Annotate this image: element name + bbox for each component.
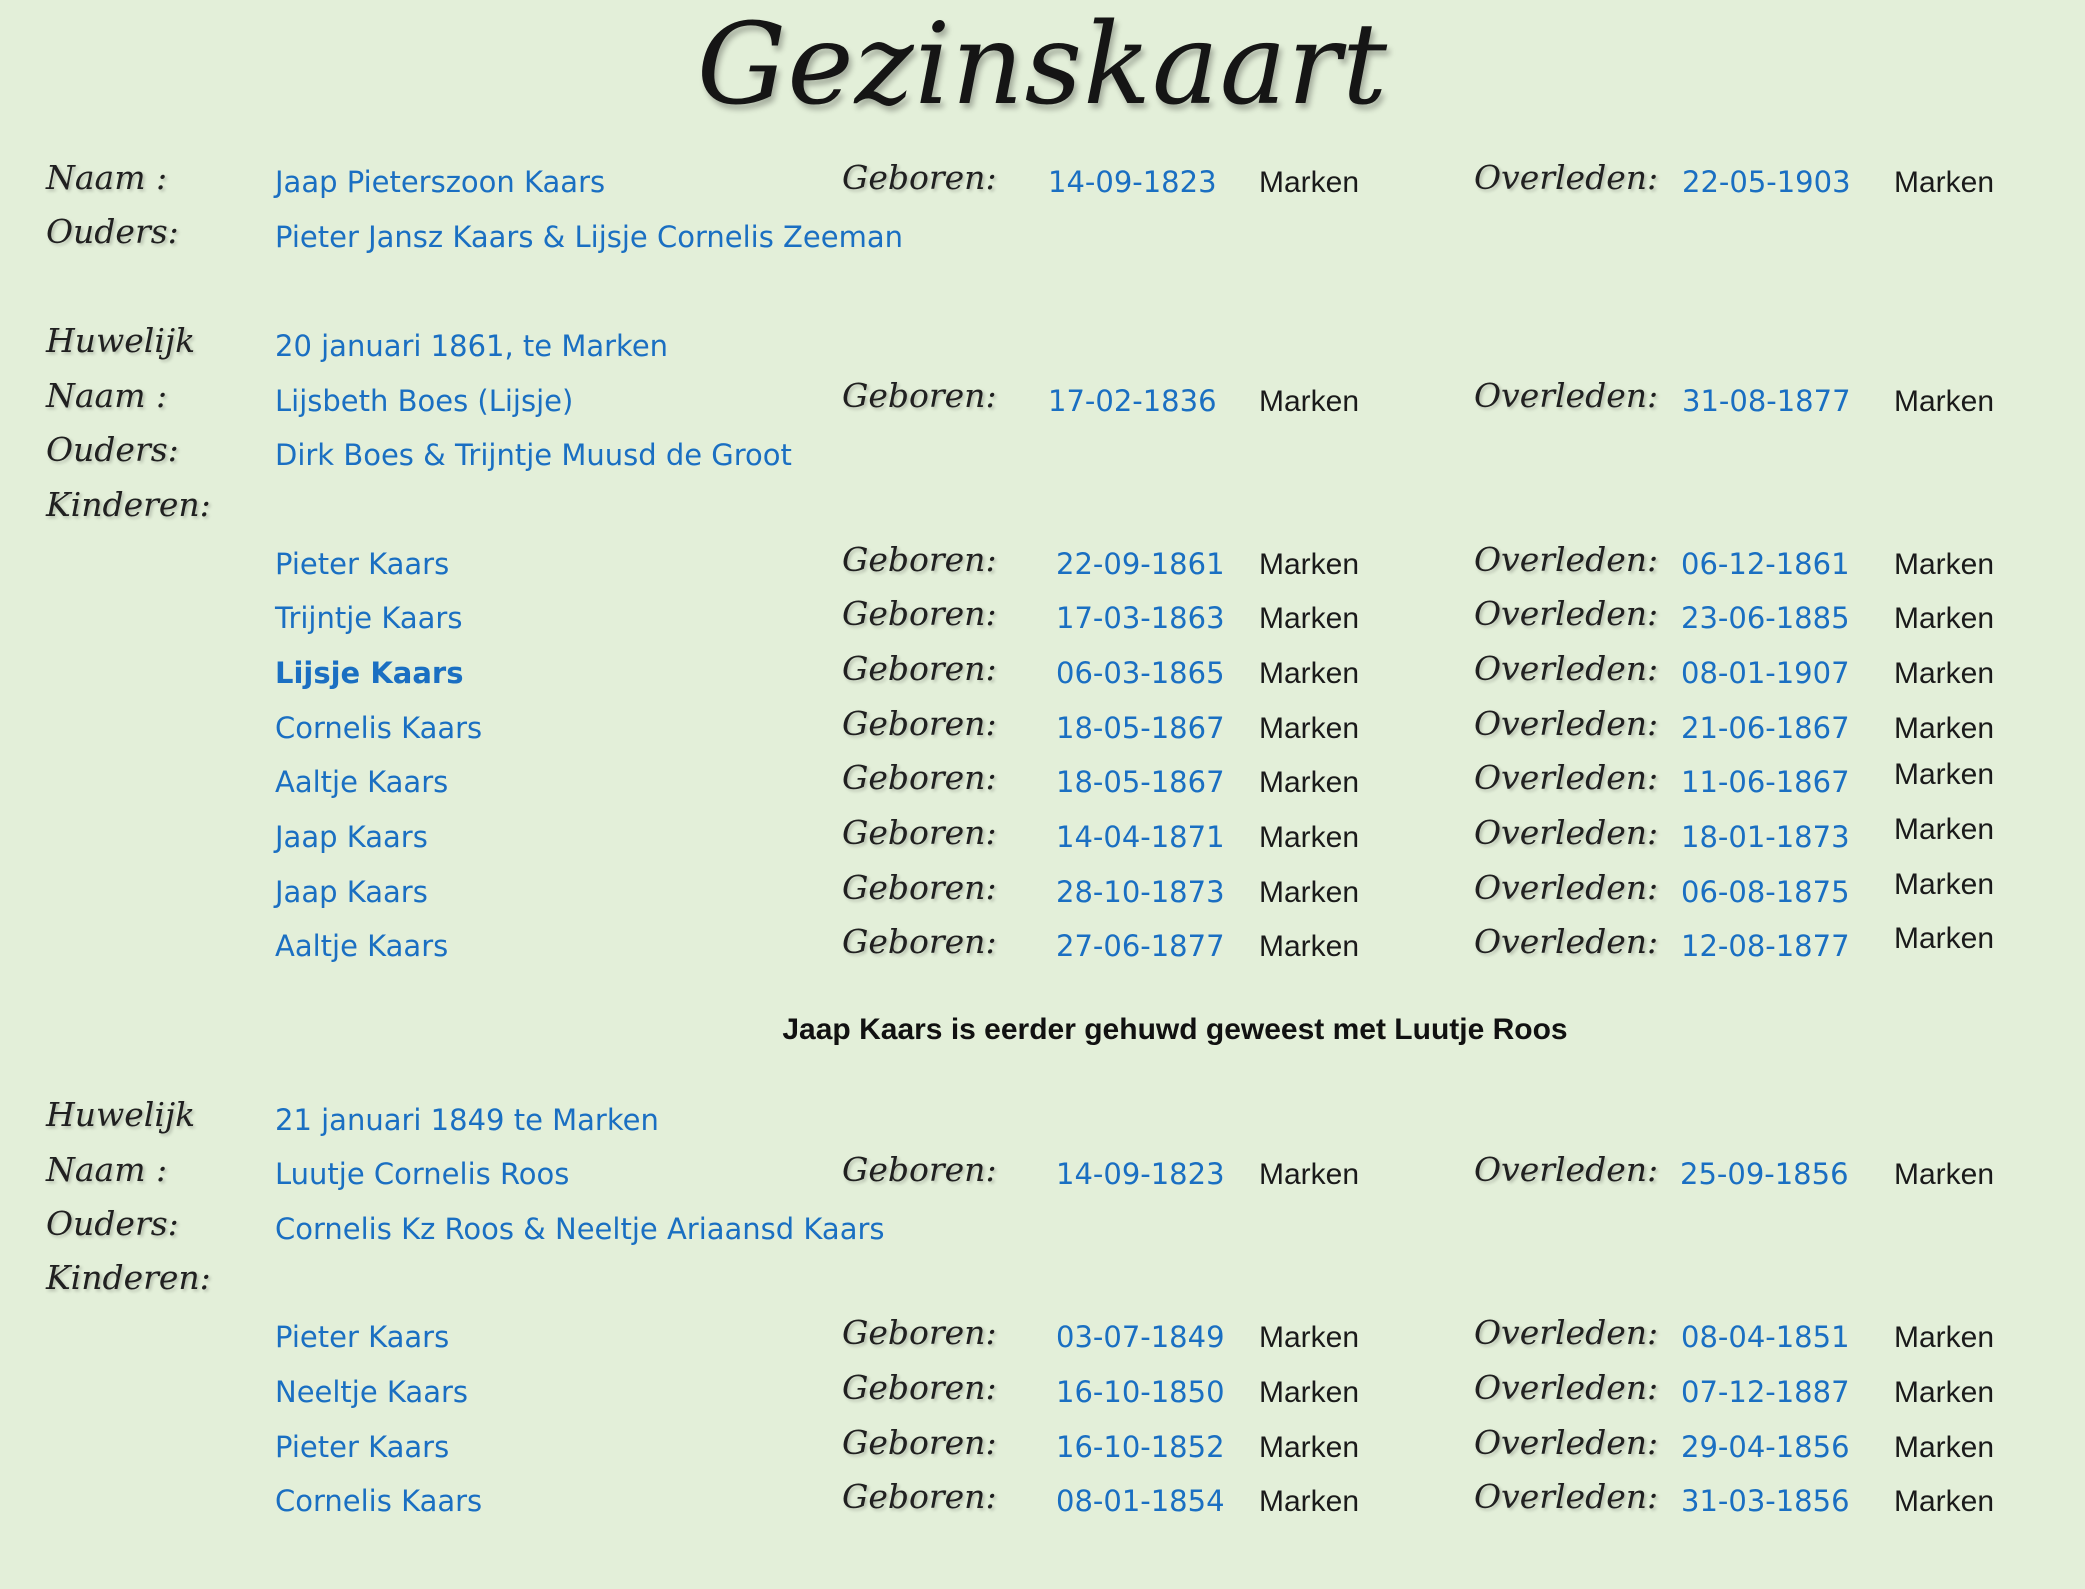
geboren-label: Geboren:: [842, 594, 997, 633]
child-died-date: 29-04-1856: [1681, 1430, 1850, 1464]
child-name: Pieter Kaars: [275, 1320, 450, 1354]
child-born-place: Marken: [1259, 1321, 1360, 1354]
overleden-label: Overleden:: [1474, 1313, 1659, 1352]
geboren-label: Geboren:: [842, 1477, 997, 1516]
geboren-label: Geboren:: [842, 649, 997, 688]
marriage1-spouse-parents: Dirk Boes & Trijntje Muusd de Groot: [275, 438, 792, 472]
child-name: Cornelis Kaars: [275, 1484, 483, 1518]
child-name: Neeltje Kaars: [275, 1375, 469, 1409]
geboren-label: Geboren:: [842, 1368, 997, 1407]
marriage1-spouse-name: Lijsbeth Boes (Lijsje): [275, 384, 574, 418]
naam-label: Naam :: [46, 158, 168, 197]
marriage1-spouse-died-place: Marken: [1894, 385, 1995, 418]
child-died-place: Marken: [1894, 548, 1995, 581]
child-died-place: Marken: [1894, 1431, 1995, 1464]
child-died-date: 31-03-1856: [1681, 1484, 1850, 1518]
overleden-label: Overleden:: [1474, 649, 1659, 688]
geboren-label: Geboren:: [842, 1150, 997, 1189]
person-name: Jaap Pieterszoon Kaars: [275, 165, 606, 199]
child-born-place: Marken: [1259, 1431, 1360, 1464]
page-title: Gezinskaart: [696, 0, 1389, 130]
child-died-date: 18-01-1873: [1681, 820, 1850, 854]
overleden-label: Overleden:: [1474, 758, 1659, 797]
child-row: [0, 813, 2085, 859]
child-died-place: Marken: [1894, 1485, 1995, 1518]
naam-label: Naam :: [46, 1150, 168, 1189]
child-row: [0, 758, 2085, 804]
child-died-place: Marken: [1894, 922, 1995, 955]
child-died-place: Marken: [1894, 1321, 1995, 1354]
child-died-place: Marken: [1894, 657, 1995, 690]
geboren-label: Geboren:: [842, 922, 997, 961]
child-row: [0, 922, 2085, 968]
overleden-label: Overleden:: [1474, 594, 1659, 633]
child-born-date: 18-05-1867: [1056, 711, 1225, 745]
marriage1-spouse-died-date: 31-08-1877: [1682, 384, 1851, 418]
person-born-place: Marken: [1259, 166, 1360, 199]
previous-marriage-note: Jaap Kaars is eerder gehuwd geweest met Luutje Roos: [782, 1013, 1568, 1046]
child-died-date: 08-04-1851: [1681, 1320, 1850, 1354]
geboren-label: Geboren:: [842, 376, 997, 415]
marriage2-spouse-born-date: 14-09-1823: [1056, 1157, 1225, 1191]
child-born-place: Marken: [1259, 548, 1360, 581]
child-born-place: Marken: [1259, 766, 1360, 799]
child-name: Cornelis Kaars: [275, 711, 483, 745]
person-born-date: 14-09-1823: [1048, 165, 1217, 199]
overleden-label: Overleden:: [1474, 704, 1659, 743]
marriage1-date-place: 20 januari 1861, te Marken: [275, 329, 669, 363]
geboren-label: Geboren:: [842, 158, 997, 197]
ouders-label: Ouders:: [46, 212, 179, 251]
marriage2-spouse-died-date: 25-09-1856: [1680, 1157, 1849, 1191]
marriage2-spouse-born-place: Marken: [1259, 1158, 1360, 1191]
geboren-label: Geboren:: [842, 704, 997, 743]
child-born-place: Marken: [1259, 1485, 1360, 1518]
child-died-date: 23-06-1885: [1681, 601, 1850, 635]
marriage1-spouse-born-place: Marken: [1259, 385, 1360, 418]
child-born-date: 06-03-1865: [1056, 656, 1225, 690]
child-died-date: 06-08-1875: [1681, 875, 1850, 909]
child-name: Pieter Kaars: [275, 547, 450, 581]
overleden-label: Overleden:: [1474, 376, 1659, 415]
child-row: [0, 594, 2085, 640]
geboren-label: Geboren:: [842, 1313, 997, 1352]
marriage2-spouse-parents: Cornelis Kz Roos & Neeltje Ariaansd Kaars: [275, 1212, 885, 1246]
child-row: [0, 704, 2085, 750]
ouders-label: Ouders:: [46, 1204, 179, 1243]
overleden-label: Overleden:: [1474, 540, 1659, 579]
marriage2-spouse-died-place: Marken: [1894, 1158, 1995, 1191]
child-died-place: Marken: [1894, 758, 1995, 791]
child-born-place: Marken: [1259, 657, 1360, 690]
overleden-label: Overleden:: [1474, 922, 1659, 961]
geboren-label: Geboren:: [842, 868, 997, 907]
person-parents: Pieter Jansz Kaars & Lijsje Cornelis Zeeman: [275, 220, 904, 254]
child-name: Trijntje Kaars: [275, 601, 463, 635]
child-died-date: 07-12-1887: [1681, 1375, 1850, 1409]
child-died-date: 12-08-1877: [1681, 929, 1850, 963]
child-row: [0, 1477, 2085, 1523]
child-born-date: 18-05-1867: [1056, 765, 1225, 799]
geboren-label: Geboren:: [842, 1423, 997, 1462]
child-born-date: 17-03-1863: [1056, 601, 1225, 635]
child-born-place: Marken: [1259, 712, 1360, 745]
overleden-label: Overleden:: [1474, 1150, 1659, 1189]
overleden-label: Overleden:: [1474, 868, 1659, 907]
child-name: Aaltje Kaars: [275, 929, 449, 963]
overleden-label: Overleden:: [1474, 1423, 1659, 1462]
overleden-label: Overleden:: [1474, 158, 1659, 197]
child-died-date: 11-06-1867: [1681, 765, 1850, 799]
huwelijk-label: Huwelijk: [46, 1095, 196, 1134]
child-died-date: 21-06-1867: [1681, 711, 1850, 745]
child-name: Aaltje Kaars: [275, 765, 449, 799]
child-born-date: 16-10-1852: [1056, 1430, 1225, 1464]
child-row: [0, 868, 2085, 914]
child-died-date: 08-01-1907: [1681, 656, 1850, 690]
child-born-date: 16-10-1850: [1056, 1375, 1225, 1409]
overleden-label: Overleden:: [1474, 1368, 1659, 1407]
geboren-label: Geboren:: [842, 540, 997, 579]
child-born-date: 08-01-1854: [1056, 1484, 1225, 1518]
ouders-label: Ouders:: [46, 430, 179, 469]
child-row: [0, 1423, 2085, 1469]
person-died-date: 22-05-1903: [1682, 165, 1851, 199]
child-died-place: Marken: [1894, 868, 1995, 901]
child-died-place: Marken: [1894, 813, 1995, 846]
person-died-place: Marken: [1894, 166, 1995, 199]
marriage2-spouse-name: Luutje Cornelis Roos: [275, 1157, 570, 1191]
kinderen-label: Kinderen:: [46, 1258, 211, 1297]
child-name: Jaap Kaars: [275, 820, 428, 854]
child-row: [0, 1368, 2085, 1414]
naam-label: Naam :: [46, 376, 168, 415]
child-died-place: Marken: [1894, 1376, 1995, 1409]
geboren-label: Geboren:: [842, 813, 997, 852]
child-died-date: 06-12-1861: [1681, 547, 1850, 581]
child-died-place: Marken: [1894, 712, 1995, 745]
overleden-label: Overleden:: [1474, 1477, 1659, 1516]
marriage1-spouse-born-date: 17-02-1836: [1048, 384, 1217, 418]
child-born-date: 03-07-1849: [1056, 1320, 1225, 1354]
child-name: Pieter Kaars: [275, 1430, 450, 1464]
geboren-label: Geboren:: [842, 758, 997, 797]
kinderen-label: Kinderen:: [46, 485, 211, 524]
overleden-label: Overleden:: [1474, 813, 1659, 852]
child-born-place: Marken: [1259, 821, 1360, 854]
child-born-place: Marken: [1259, 876, 1360, 909]
child-name: Jaap Kaars: [275, 875, 428, 909]
child-row: [0, 1313, 2085, 1359]
child-row: [0, 649, 2085, 695]
child-born-place: Marken: [1259, 1376, 1360, 1409]
child-born-place: Marken: [1259, 930, 1360, 963]
child-born-date: 27-06-1877: [1056, 929, 1225, 963]
marriage2-date-place: 21 januari 1849 te Marken: [275, 1103, 659, 1137]
child-died-place: Marken: [1894, 602, 1995, 635]
huwelijk-label: Huwelijk: [46, 321, 196, 360]
child-born-date: 14-04-1871: [1056, 820, 1225, 854]
child-born-date: 28-10-1873: [1056, 875, 1225, 909]
child-row: [0, 540, 2085, 586]
child-born-date: 22-09-1861: [1056, 547, 1225, 581]
child-born-place: Marken: [1259, 602, 1360, 635]
child-name: Lijsje Kaars: [275, 656, 464, 690]
